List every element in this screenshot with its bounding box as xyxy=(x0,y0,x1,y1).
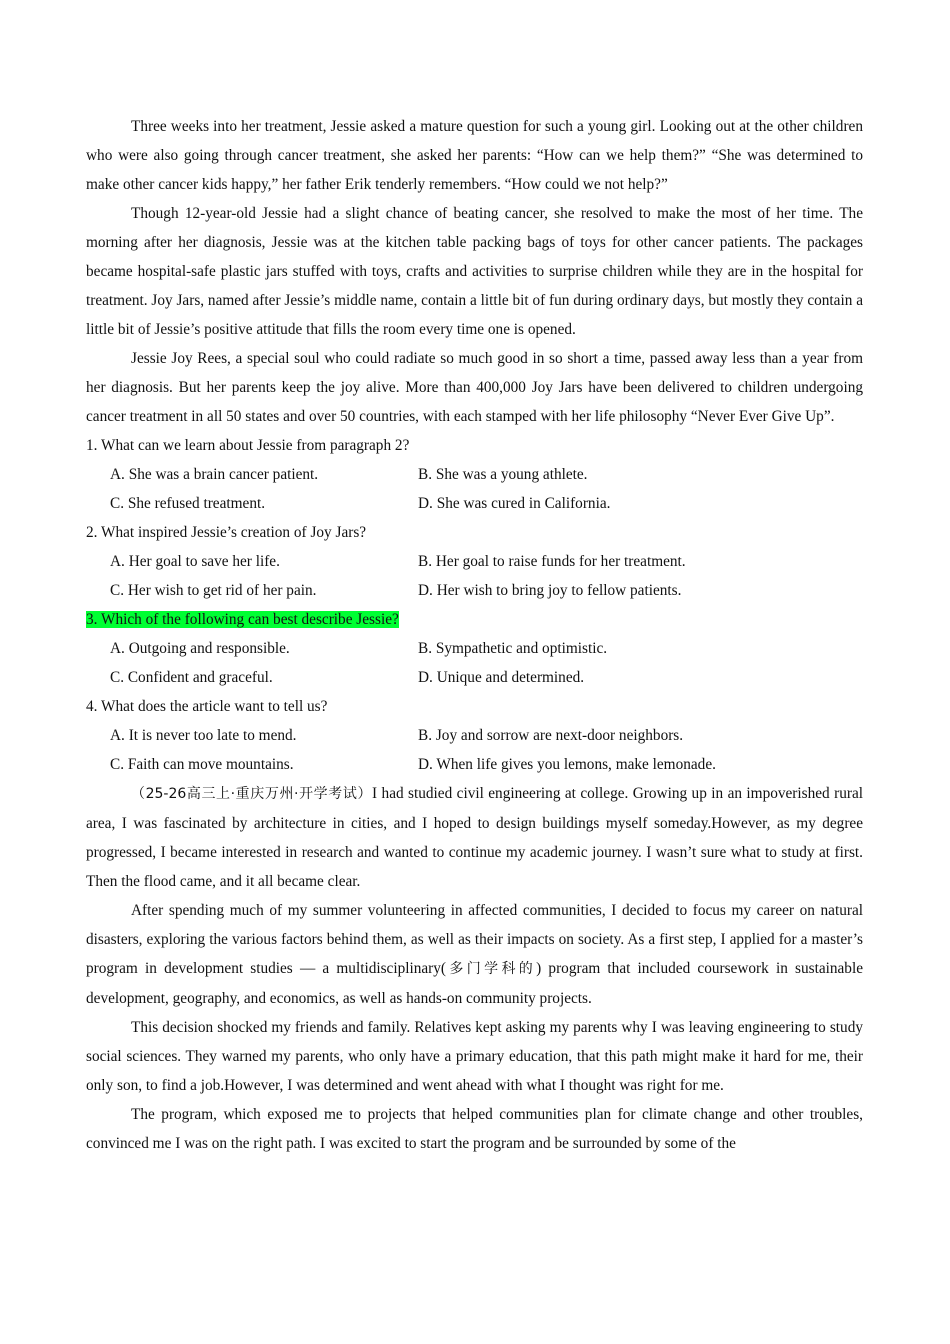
question-2-option-b: B. Her goal to raise funds for her treatment. xyxy=(418,553,686,570)
question-1-option-d: D. She was cured in California. xyxy=(418,495,611,512)
question-2-stem: 2. What inspired Jessie’s creation of Joy Jars? xyxy=(86,524,367,541)
passage1-paragraph-1: Three weeks into her treatment, Jessie asked a mature question for such a young girl. Looking out at the other children who were also going through cancer treatment, she asked her parents: “How can we help them?” “She was determined to make other cancer kids happy,” her father Erik tenderly remembers. “How could we not help?” xyxy=(86,118,863,193)
passage2-paragraph-1 xyxy=(86,779,863,896)
question-3-stem-highlighted: 3. Which of the following can best describe Jessie? xyxy=(86,611,399,628)
passage1-paragraph-3: Jessie Joy Rees, a special soul who could radiate so much good in so short a time, passed away less than a year from her diagnosis. But her parents keep the joy alive. More than 400,000 Joy Jars have been delivered to children undergoing cancer treatment in all 50 states and over 50 countries, with each stamped with her life philosophy “Never Ever Give Up”. xyxy=(86,350,863,425)
passage1-paragraph-2: Though 12-year-old Jessie had a slight chance of beating cancer, she resolved to make the most of her time. The morning after her diagnosis, Jessie was at the kitchen table packing bags of toys for other cancer patients. The packages became hospital-safe plastic jars stuffed with toys, crafts and activities to surprise children while they are in the hospital for treatment. Joy Jars, named after Jessie’s middle name, contain a little bit of fun during ordinary days, but mostly they contain a little bit of Jessie’s positive attitude that fills the room every time one is opened. xyxy=(86,205,863,338)
passage2-paragraph-2 xyxy=(86,896,863,1013)
question-1 xyxy=(86,431,863,518)
passage2-paragraph-3: This decision shocked my friends and family. Relatives kept asking my parents why I was leaving engineering to study social sciences. They warned my parents, who only have a primary education, that this path might make it hard for me, their only son, to find a job.However, I was determined and went ahead with what I thought was right for me. xyxy=(86,1019,863,1094)
question-4-option-b: B. Joy and sorrow are next-door neighbors. xyxy=(418,727,684,744)
question-4-stem: 4. What does the article want to tell us? xyxy=(86,698,328,715)
passage2-gloss: 多门学科的 xyxy=(446,961,537,977)
question-3-stem-line xyxy=(86,605,863,634)
question-3-option-d: D. Unique and determined. xyxy=(418,669,585,686)
question-1-option-a: A. She was a brain cancer patient. xyxy=(110,466,319,483)
passage2-paragraph-4: The program, which exposed me to projects that helped communities plan for climate change and other troubles, convinced me I was on the right path. I was excited to start the program and be surrounded by some of the xyxy=(86,1106,863,1152)
question-4 xyxy=(86,692,863,779)
question-3-option-a: A. Outgoing and responsible. xyxy=(110,640,290,657)
question-2-options xyxy=(86,547,863,605)
question-2 xyxy=(86,518,863,605)
question-2-option-d: D. Her wish to bring joy to fellow patients. xyxy=(418,582,682,599)
question-1-option-c: C. She refused treatment. xyxy=(110,495,266,512)
question-1-stem: 1. What can we learn about Jessie from paragraph 2? xyxy=(86,437,410,454)
question-3-option-c: C. Confident and graceful. xyxy=(110,669,273,686)
passage2-source-tag: （25-26高三上·重庆万州·开学考试） xyxy=(131,786,373,802)
question-1-options xyxy=(86,460,863,518)
document-page xyxy=(86,112,863,1158)
question-3 xyxy=(86,605,863,692)
question-4-option-a: A. It is never too late to mend. xyxy=(110,727,297,744)
question-4-option-d: D. When life gives you lemons, make lemonade. xyxy=(418,756,716,773)
question-4-option-c: C. Faith can move mountains. xyxy=(110,756,294,773)
question-2-option-a: A. Her goal to save her life. xyxy=(110,553,280,570)
passage2-paragraph-1-text: I had studied civil engineering at college. Growing up in an impoverished rural area, I was fascinated by architecture in cities, and I hoped to design buildings myself someday.However, as my degree progressed, I became interested in research and wanted to continue my academic journey. I wasn’t sure what to study at first. Then the flood came, and it all became clear. xyxy=(86,785,863,890)
question-4-options xyxy=(86,721,863,779)
passage2-paragraph-2-text-a: After spending much of my summer volunteering in affected communities, I decided to focus my career on natural disasters, exploring the various factors behind them, as well as their impacts on society. As a first step, I applied for a master’s program in development studies — a multidisciplinary( xyxy=(86,902,863,977)
question-3-option-b: B. Sympathetic and optimistic. xyxy=(418,640,608,657)
question-2-option-c: C. Her wish to get rid of her pain. xyxy=(110,582,317,599)
question-3-options xyxy=(86,634,863,692)
question-1-option-b: B. She was a young athlete. xyxy=(418,466,588,483)
passage2-paragraph-2-text-b: ) program that included coursework in sustainable development, geography, and economics, as well as hands-on community projects. xyxy=(86,960,863,1007)
